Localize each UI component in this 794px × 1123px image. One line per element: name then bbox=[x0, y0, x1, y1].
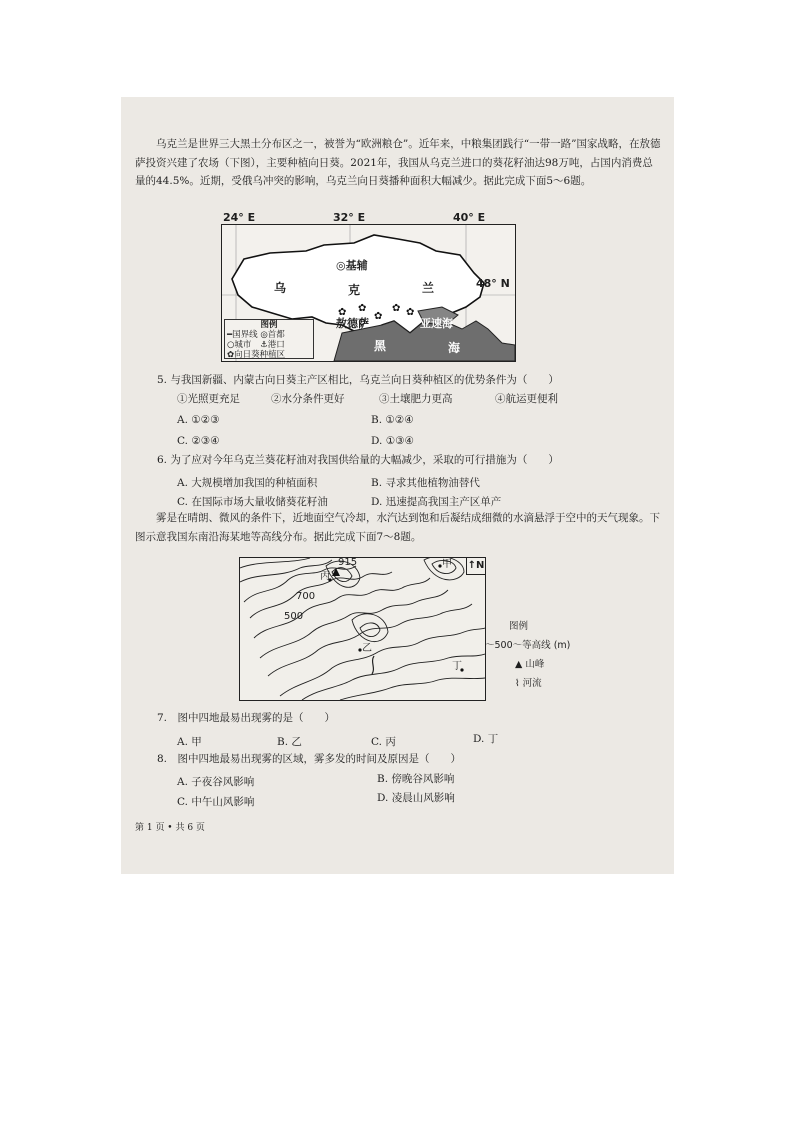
q5-option-c[interactable]: C. ②③④ bbox=[177, 435, 220, 447]
river-icon: ⌇ bbox=[515, 678, 520, 689]
q6-option-d[interactable]: D. 迅速提高我国主产区单产 bbox=[371, 496, 502, 508]
question-7-stem: 7. 图中四地最易出现雾的是（ ） bbox=[157, 712, 336, 724]
q5-sub-item: ①光照更充足 bbox=[177, 393, 240, 405]
peak-elevation-label: 915 bbox=[338, 557, 358, 568]
question-6-stem: 6. 为了应对今年乌克兰葵花籽油对我国供给量的大幅减少，采取的可行措施为（ ） bbox=[157, 454, 559, 466]
question-8-stem: 8. 图中四地最易出现雾的区域，雾多发的时间及原因是（ ） bbox=[157, 753, 462, 765]
point-label-jia: 甲 bbox=[442, 559, 452, 570]
port-label: 敖德萨 bbox=[336, 317, 369, 330]
north-arrow: ↑N bbox=[466, 558, 485, 575]
sunflower-icon: ✿ bbox=[227, 350, 235, 360]
intro-paragraph-1: 乌克兰是世界三大黑土分布区之一，被誉为“欧洲粮仓”。近年来，中粮集团践行“一带一路”国家战略，在敖德萨投资兴建了农场（下图），主要种植向日葵。2021年，我国从乌克兰进口的葵花籽油达98万吨，占国内消费总量的44.5%。近期，受俄乌冲突的影响，乌克兰向日葵播种面积大幅减少。据此完成下面5～6题。 bbox=[135, 138, 661, 187]
intro-paragraph-2: 雾是在晴朗、微风的条件下，近地面空气冷却，水汽达到饱和后凝结成细微的水滴悬浮于空中的天气现象。下图示意我国东南沿海某地等高线分布。据此完成下面7～8题。 bbox=[135, 512, 660, 543]
q7-option-b[interactable]: B. 乙 bbox=[277, 736, 302, 748]
q5-sub-item: ④航运更便利 bbox=[495, 393, 558, 405]
contour-line-icon: 〜 bbox=[512, 640, 523, 651]
sea-label: 亚速海 bbox=[420, 317, 453, 330]
border-line-icon: ━ bbox=[227, 330, 233, 340]
contour-map-legend: 图例 〜500〜等高线 (m) ▲ 山峰 ⌇ 河流 bbox=[485, 617, 595, 693]
sea-label: 黑 bbox=[374, 339, 387, 353]
q5-sub-item: ②水分条件更好 bbox=[271, 393, 345, 405]
q8-option-d[interactable]: D. 凌晨山风影响 bbox=[377, 792, 455, 804]
longitude-label: 24° E bbox=[223, 211, 256, 224]
peak-icon: ▲ bbox=[515, 659, 523, 670]
point-label-ding: 丁 bbox=[452, 661, 462, 672]
longitude-label: 40° E bbox=[453, 211, 486, 224]
q6-option-a[interactable]: A. 大规模增加我国的种植面积 bbox=[177, 477, 318, 489]
q7-option-c[interactable]: C. 丙 bbox=[371, 736, 396, 748]
q8-option-c[interactable]: C. 中午山风影响 bbox=[177, 796, 255, 808]
q5-option-a[interactable]: A. ①②③ bbox=[177, 414, 220, 426]
point-label-yi: 乙 bbox=[362, 643, 372, 654]
country-label-char: 兰 bbox=[422, 281, 435, 295]
sea-label: 海 bbox=[448, 341, 461, 355]
sunflower-icon: ✿ bbox=[358, 303, 367, 314]
q7-option-a[interactable]: A. 甲 bbox=[177, 736, 202, 748]
sunflower-icon: ✿ bbox=[338, 307, 347, 318]
river-line bbox=[372, 656, 374, 674]
sunflower-icon: ✿ bbox=[374, 311, 383, 322]
q8-option-b[interactable]: B. 傍晚谷风影响 bbox=[377, 773, 455, 785]
north-icon: ↑ bbox=[467, 560, 476, 571]
page-footer: 第 1 页 • 共 6 页 bbox=[135, 823, 205, 833]
capital-label: ◎基辅 bbox=[336, 259, 368, 272]
q6-option-c[interactable]: C. 在国际市场大量收储葵花籽油 bbox=[177, 496, 328, 508]
q6-option-b[interactable]: B. 寻求其他植物油替代 bbox=[371, 477, 480, 489]
q7-option-d[interactable]: D. 丁 bbox=[473, 733, 499, 745]
country-label-char: 克 bbox=[348, 283, 361, 297]
sunflower-icon: ✿ bbox=[406, 307, 415, 318]
city-icon: ○ bbox=[227, 340, 235, 350]
question-5-stem: 5. 与我国新疆、内蒙古向日葵主产区相比，乌克兰向日葵种植区的优势条件为（ ） bbox=[157, 374, 559, 386]
map-legend: 图例 ━国界线 ◎首都 ○城市 ⚓港口 ✿向日葵种植区 bbox=[224, 319, 314, 359]
country-label-char: 乌 bbox=[274, 281, 287, 295]
sunflower-icon: ✿ bbox=[392, 303, 401, 314]
exam-page bbox=[121, 97, 674, 874]
contour-map bbox=[239, 557, 486, 701]
contour-line-icon: 〜 bbox=[485, 640, 495, 651]
port-icon: ⚓ bbox=[260, 340, 268, 350]
legend-title: 图例 bbox=[509, 621, 529, 632]
point-label-bing: 丙 bbox=[320, 571, 330, 582]
ukraine-map bbox=[221, 224, 516, 362]
q5-option-d[interactable]: D. ①③④ bbox=[371, 435, 414, 447]
capital-icon: ◎ bbox=[260, 330, 268, 340]
contour-label-700: 700 bbox=[296, 591, 316, 602]
contour-label-500: 500 bbox=[284, 611, 304, 622]
contour-lines bbox=[240, 558, 485, 700]
q5-sub-item: ③土壤肥力更高 bbox=[379, 393, 453, 405]
legend-title: 图例 bbox=[260, 320, 278, 330]
longitude-label: 32° E bbox=[333, 211, 366, 224]
q8-option-a[interactable]: A. 子夜谷风影响 bbox=[177, 776, 255, 788]
q5-option-b[interactable]: B. ①②④ bbox=[371, 414, 414, 426]
latitude-label: 48° N bbox=[476, 277, 510, 290]
